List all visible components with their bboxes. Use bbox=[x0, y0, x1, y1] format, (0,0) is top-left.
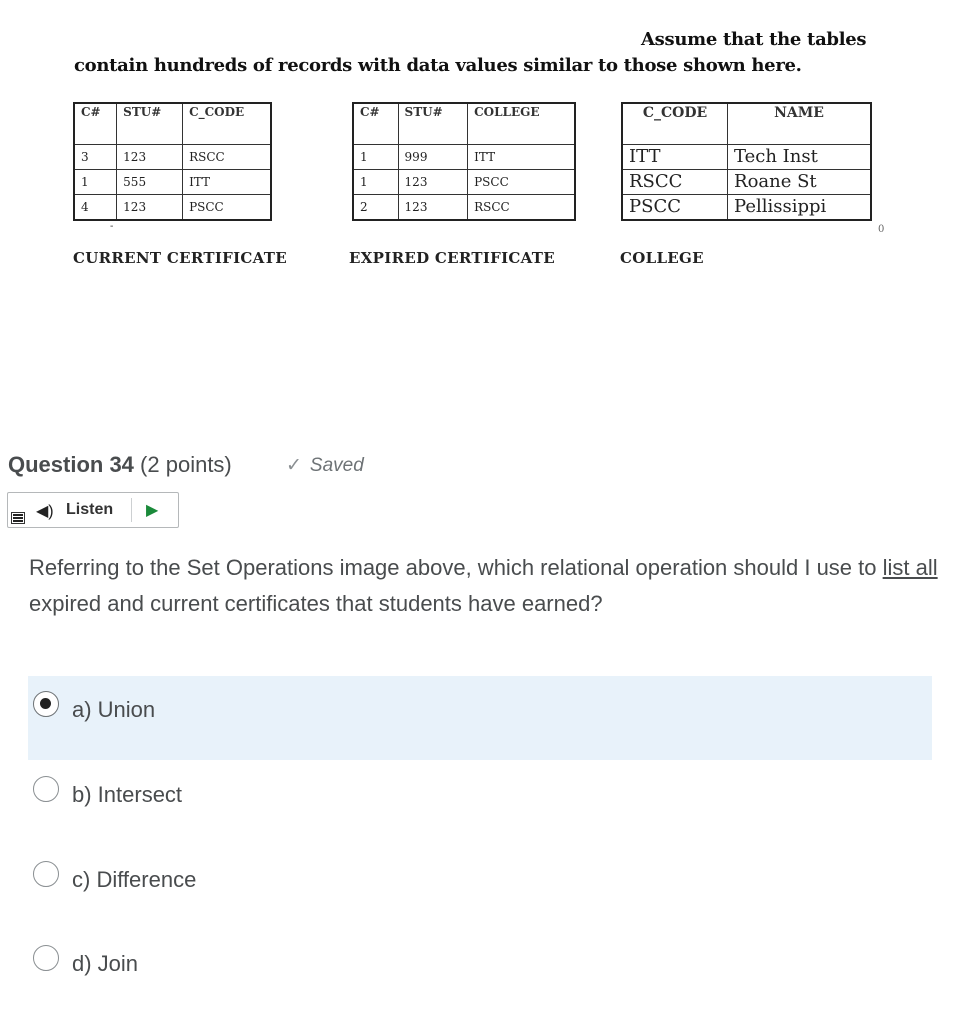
option-label: a) Union bbox=[72, 697, 156, 722]
radio-button-c[interactable] bbox=[33, 861, 59, 887]
speaker-icon: ◀) bbox=[36, 503, 54, 520]
table-header: COLLEGE bbox=[468, 103, 575, 145]
question-number: Question 34 bbox=[8, 452, 134, 477]
option-b[interactable] bbox=[28, 760, 932, 844]
college-table bbox=[621, 102, 872, 221]
table-row bbox=[353, 145, 575, 170]
table-cell: 1 bbox=[353, 170, 398, 195]
table-row bbox=[74, 145, 271, 170]
saved-label: Saved bbox=[309, 455, 364, 476]
table-caption: EXPIRED CERTIFICATE bbox=[349, 249, 555, 267]
listen-label: Listen bbox=[66, 501, 114, 518]
table-header: C# bbox=[74, 103, 117, 145]
option-label: b) Intersect bbox=[72, 782, 183, 807]
table-cell: 1 bbox=[74, 170, 117, 195]
table-row bbox=[353, 170, 575, 195]
table-cell: ITT bbox=[468, 145, 575, 170]
table-caption: COLLEGE bbox=[620, 249, 704, 267]
table-cell: ITT bbox=[622, 145, 728, 170]
table-header: C_CODE bbox=[622, 103, 728, 145]
table-cell: 4 bbox=[74, 195, 117, 221]
table-cell: 123 bbox=[398, 170, 468, 195]
question-title bbox=[8, 452, 232, 478]
table-row bbox=[622, 195, 871, 221]
question-text-part: expired and current certificates that students have earned? bbox=[29, 591, 603, 616]
table-cell: 3 bbox=[74, 145, 117, 170]
table-header: C# bbox=[353, 103, 398, 145]
image-intro-line-2: contain hundreds of records with data values similar to those shown here. bbox=[74, 55, 802, 76]
table-header: NAME bbox=[728, 103, 871, 145]
table-row bbox=[353, 195, 575, 221]
divider bbox=[131, 498, 132, 522]
table-cell: 123 bbox=[117, 145, 183, 170]
table-row bbox=[622, 145, 871, 170]
play-icon[interactable]: ▶ bbox=[146, 502, 159, 519]
table-cell: 2 bbox=[353, 195, 398, 221]
table-cell: RSCC bbox=[183, 145, 271, 170]
radio-button-d[interactable] bbox=[33, 945, 59, 971]
table-row bbox=[74, 170, 271, 195]
table-cell: 999 bbox=[398, 145, 468, 170]
checkmark-icon: ✓ bbox=[286, 455, 302, 476]
table-cell: RSCC bbox=[468, 195, 575, 221]
table-cell: PSCC bbox=[622, 195, 728, 221]
set-operations-image bbox=[60, 25, 900, 285]
table-header: STU# bbox=[117, 103, 183, 145]
table-cell: RSCC bbox=[622, 170, 728, 195]
question-points: (2 points) bbox=[140, 452, 232, 477]
table-cell: Tech Inst bbox=[728, 145, 871, 170]
option-label: c) Difference bbox=[72, 867, 197, 892]
table-cell: Roane St bbox=[728, 170, 871, 195]
menu-icon[interactable] bbox=[11, 512, 25, 524]
table-cell: 555 bbox=[117, 170, 183, 195]
image-intro-line-1: Assume that the tables bbox=[641, 29, 867, 50]
table-cell: ITT bbox=[183, 170, 271, 195]
table-cell: 1 bbox=[353, 145, 398, 170]
table-row bbox=[622, 170, 871, 195]
current-certificate-table bbox=[73, 102, 272, 221]
question-text-part: Referring to the Set Operations image above, which relational operation should I use to bbox=[29, 555, 883, 580]
table-cell: 123 bbox=[398, 195, 468, 221]
option-d[interactable] bbox=[28, 929, 932, 1013]
table-row bbox=[74, 195, 271, 221]
table-cell: 123 bbox=[117, 195, 183, 221]
table-caption: CURRENT CERTIFICATE bbox=[73, 249, 287, 267]
saved-status bbox=[286, 454, 364, 477]
listen-button[interactable] bbox=[7, 492, 179, 528]
question-text-underlined: list all bbox=[882, 555, 938, 580]
radio-button-b[interactable] bbox=[33, 776, 59, 802]
expired-certificate-table bbox=[352, 102, 576, 221]
radio-button-a[interactable] bbox=[33, 691, 59, 717]
table-cell: PSCC bbox=[183, 195, 271, 221]
option-c[interactable] bbox=[28, 845, 932, 929]
table-header: C_CODE bbox=[183, 103, 271, 145]
option-a[interactable] bbox=[28, 676, 932, 760]
option-label: d) Join bbox=[72, 951, 139, 976]
question-text bbox=[29, 550, 939, 622]
image-mark: - bbox=[110, 221, 114, 232]
table-cell: PSCC bbox=[468, 170, 575, 195]
image-mark: 0 bbox=[878, 224, 885, 235]
table-cell: Pellissippi bbox=[728, 195, 871, 221]
table-header: STU# bbox=[398, 103, 468, 145]
